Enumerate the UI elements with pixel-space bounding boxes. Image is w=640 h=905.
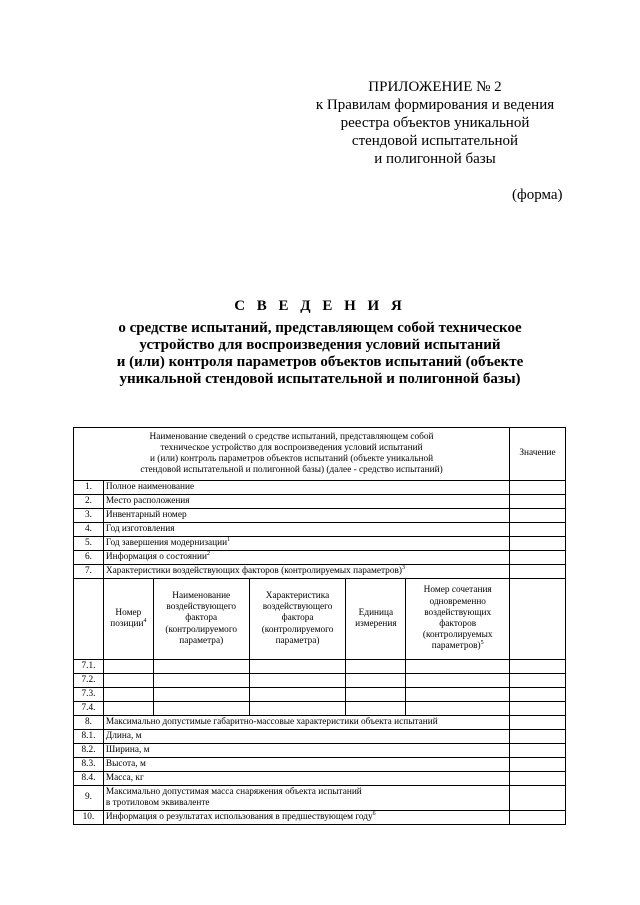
data-cell[interactable] [103, 674, 153, 688]
table-row [74, 495, 566, 509]
data-cell[interactable] [103, 702, 153, 716]
factor-characteristic-header [249, 579, 346, 660]
table-row [74, 660, 566, 674]
value-cell[interactable] [510, 495, 566, 509]
header-line: (контролируемого [261, 624, 334, 635]
value-cell[interactable] [510, 579, 566, 660]
subtitle-line: о средстве испытаний, представляющем собой техническое [118, 320, 522, 336]
header-line: Номер сочетания [423, 585, 492, 596]
data-cell[interactable] [153, 674, 249, 688]
row-number: 7.4. [74, 702, 104, 716]
header-line: факторов [439, 619, 477, 629]
annex-line: и полигонной базы [374, 151, 496, 167]
value-cell[interactable] [510, 716, 566, 730]
header-line: воздействующих [424, 607, 492, 618]
annex-line: к Правилам формирования и ведения [315, 97, 555, 113]
row-label: Полное наименование [103, 481, 509, 495]
footnote-mark: 6 [372, 810, 376, 817]
row-label-text: Характеристики воздействующих факторов (контролируемых параметров) [105, 565, 402, 576]
row-number: 8.1. [74, 730, 104, 744]
row-label: Максимально допустимые габаритно-массовые характеристики объекта испытаний [103, 716, 509, 730]
header-line: воздействующего [262, 602, 333, 613]
table-row [74, 772, 566, 786]
header-text: позиции [110, 619, 144, 629]
data-cell[interactable] [103, 660, 153, 674]
annex-line: стендовой испытательной [351, 133, 519, 149]
data-cell[interactable] [346, 660, 406, 674]
value-cell[interactable] [510, 565, 566, 579]
table-row [74, 786, 566, 811]
value-cell[interactable] [510, 744, 566, 758]
value-cell[interactable] [510, 481, 566, 495]
data-cell[interactable] [249, 674, 346, 688]
table-row [74, 702, 566, 716]
row-label-text: Информация о состоянии [105, 551, 207, 562]
value-cell[interactable] [510, 660, 566, 674]
data-cell[interactable] [406, 660, 510, 674]
row-number: 7. [74, 565, 104, 579]
value-cell[interactable] [510, 523, 566, 537]
row-label [103, 537, 509, 551]
table-row [74, 565, 566, 579]
data-cell[interactable] [406, 688, 510, 702]
row-label-line: Максимально допустимая масса снаряжения объекта испытаний [105, 786, 362, 797]
row-number: 4. [74, 523, 104, 537]
row-number: 9. [74, 786, 104, 811]
header-line: фактора [185, 613, 218, 624]
row-label-line: в тротиловом эквиваленте [105, 798, 210, 808]
empty-cell [74, 579, 104, 660]
row-label [103, 786, 509, 811]
row-label: Инвентарный номер [103, 509, 509, 523]
header-line [106, 619, 151, 630]
annex-title: ПРИЛОЖЕНИЕ № 2 [368, 79, 502, 95]
table-row [74, 509, 566, 523]
subtitle-line: и (или) контроля параметров объектов испытаний (объекте [116, 354, 524, 370]
row-number: 5. [74, 537, 104, 551]
position-number-header [103, 579, 153, 660]
document-title: С В Е Д Е Н И Я [234, 298, 406, 314]
row-label: Длина, м [103, 730, 509, 744]
row-number: 6. [74, 551, 104, 565]
header-line: измерения [355, 619, 397, 629]
header-text: параметров) [431, 641, 481, 652]
row-label [103, 565, 509, 579]
value-cell[interactable] [510, 551, 566, 565]
annex-block [290, 78, 580, 168]
footnote-mark: 1 [227, 536, 231, 543]
unit-header [346, 579, 406, 660]
data-cell[interactable] [153, 660, 249, 674]
row-number: 8.4. [74, 772, 104, 786]
table-row [74, 481, 566, 495]
row-number: 10. [74, 811, 104, 825]
form-label: (форма) [512, 187, 563, 203]
value-cell[interactable] [510, 688, 566, 702]
header-line: (контролируемых [422, 630, 493, 641]
value-cell[interactable] [510, 730, 566, 744]
row-number: 2. [74, 495, 104, 509]
row-label [103, 811, 509, 825]
row-number: 1. [74, 481, 104, 495]
row-number: 3. [74, 509, 104, 523]
data-cell[interactable] [346, 674, 406, 688]
value-header: Значение [510, 428, 566, 481]
data-cell[interactable] [249, 702, 346, 716]
footnote-mark: 3 [401, 564, 405, 571]
table-row [74, 674, 566, 688]
value-cell[interactable] [510, 772, 566, 786]
header-line: Характеристика [265, 590, 330, 601]
row-number: 7.1. [74, 660, 104, 674]
data-cell[interactable] [346, 688, 406, 702]
table-row [74, 523, 566, 537]
info-table [73, 427, 566, 825]
table-row [74, 744, 566, 758]
data-cell[interactable] [103, 688, 153, 702]
row-label: Масса, кг [103, 772, 509, 786]
value-cell[interactable] [510, 674, 566, 688]
row-number: 7.2. [74, 674, 104, 688]
header-line: параметра) [275, 635, 320, 646]
header-line: техническое устройство для воспроизведения условий испытаний [160, 442, 423, 453]
footnote-mark: 5 [480, 640, 484, 647]
header-line: воздействующего [166, 602, 237, 613]
table-row [74, 730, 566, 744]
row-label-text: Информация о результатах использования в предшествующем году [105, 811, 373, 822]
header-line: фактора [281, 613, 314, 624]
document-subtitle [70, 320, 570, 388]
row-label: Высота, м [103, 758, 509, 772]
row-label: Год изготовления [103, 523, 509, 537]
value-cell[interactable] [510, 509, 566, 523]
header-line: одновременно [429, 596, 486, 607]
footnote-mark: 2 [206, 550, 210, 557]
row-label: Ширина, м [103, 744, 509, 758]
combination-number-header [406, 579, 510, 660]
header-line: Наименование [172, 590, 231, 601]
row-label-text: Год завершения модернизации [105, 537, 228, 548]
table-row [74, 688, 566, 702]
header-line: Наименование сведений о средстве испытаний, представляющем собой [149, 431, 434, 442]
data-cell[interactable] [153, 702, 249, 716]
data-cell[interactable] [406, 674, 510, 688]
header-line: стендовой испытательной и полигонной базы) (далее - средство испытаний) [140, 465, 443, 476]
value-cell[interactable] [510, 758, 566, 772]
data-cell[interactable] [249, 688, 346, 702]
data-cell[interactable] [346, 702, 406, 716]
data-cell[interactable] [153, 688, 249, 702]
table-row [74, 758, 566, 772]
data-cell[interactable] [406, 702, 510, 716]
header-line: Единица [358, 607, 394, 618]
row-number: 8.2. [74, 744, 104, 758]
value-cell[interactable] [510, 786, 566, 811]
table-row [74, 716, 566, 730]
value-cell[interactable] [510, 702, 566, 716]
subtitle-line: уникальной стендовой испытательной и полигонной базы) [119, 371, 521, 387]
header-line: (контролируемого [165, 624, 238, 635]
header-line: и (или) контроль параметров объектов испытаний (объекте уникальной [149, 454, 434, 464]
header-line: параметра) [179, 635, 224, 646]
row-number: 7.3. [74, 688, 104, 702]
factor-name-header [153, 579, 249, 660]
row-number: 8.3. [74, 758, 104, 772]
data-cell[interactable] [249, 660, 346, 674]
header-line: Номер [115, 607, 142, 618]
table-row [74, 551, 566, 565]
table-header-row [74, 428, 566, 481]
annex-line: реестра объектов уникальной [340, 115, 530, 131]
header-cell [74, 428, 510, 481]
row-label [103, 551, 509, 565]
footnote-mark: 4 [143, 617, 147, 624]
row-number: 8. [74, 716, 104, 730]
value-cell[interactable] [510, 811, 566, 825]
table-row [74, 537, 566, 551]
table-row [74, 811, 566, 825]
subtable-header-row [74, 579, 566, 660]
subtitle-line: устройство для воспроизведения условий испытаний [139, 337, 501, 353]
value-cell[interactable] [510, 537, 566, 551]
row-label: Место расположения [103, 495, 509, 509]
header-line [408, 641, 507, 652]
